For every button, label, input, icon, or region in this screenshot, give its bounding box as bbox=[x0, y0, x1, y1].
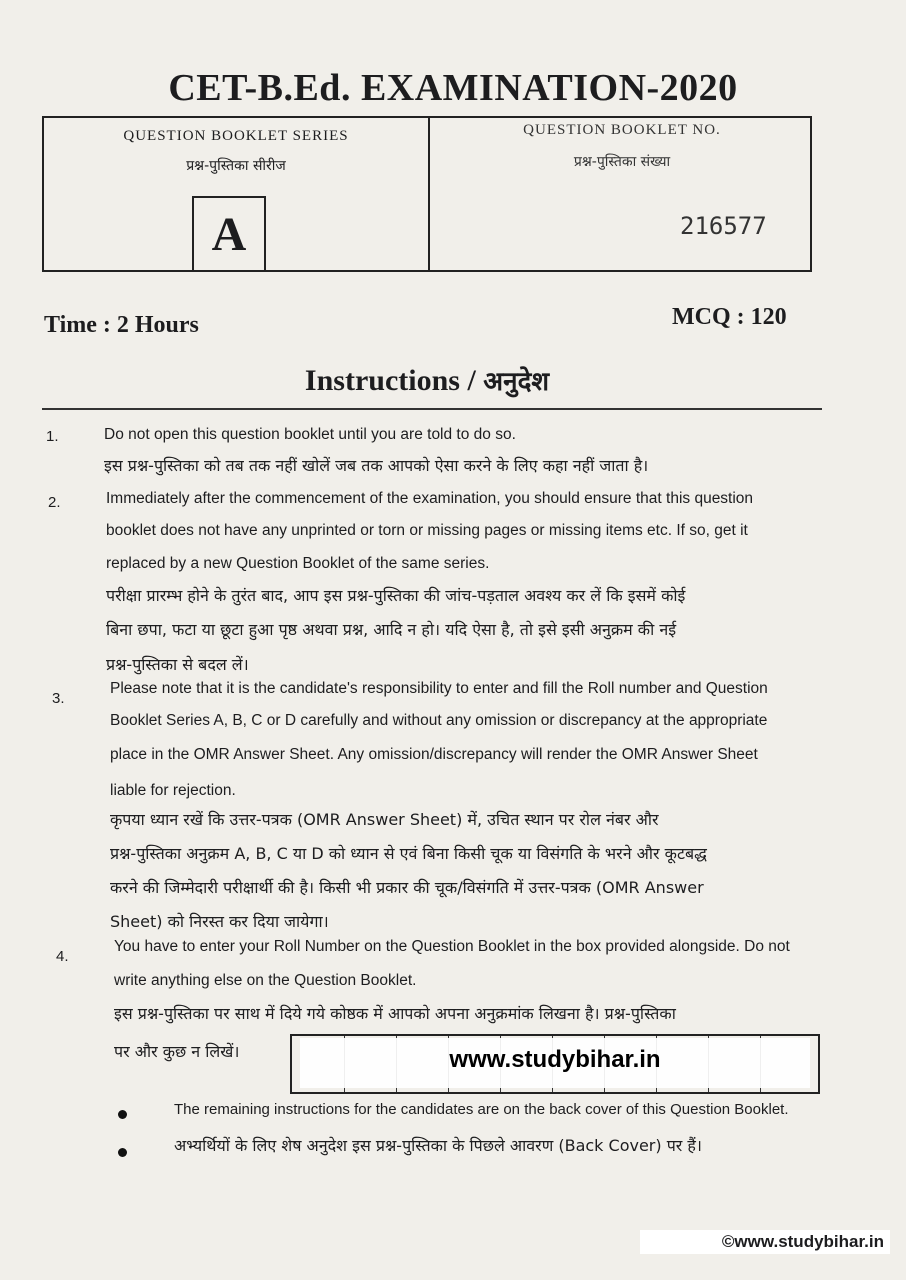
instruction-3-hi-line: Sheet) को निरस्त कर दिया जायेगा। bbox=[110, 912, 329, 931]
watermark-text: www.studybihar.in bbox=[449, 1046, 661, 1073]
bullet-icon bbox=[118, 1110, 127, 1119]
instruction-4-en-line: You have to enter your Roll Number on the Question Booklet in the box provided alongside. Do not bbox=[114, 938, 790, 955]
instruction-3-hi-line: कृपया ध्यान रखें कि उत्तर-पत्रक (OMR Answer Sheet) में, उचित स्थान पर रोल नंबर और bbox=[110, 810, 659, 829]
series-value: A bbox=[192, 196, 266, 270]
instruction-4-en-line: write anything else on the Question Booklet. bbox=[114, 972, 417, 989]
instructions-heading-hi: अनुदेश bbox=[483, 367, 550, 397]
instruction-2-en-line: booklet does not have any unprinted or torn or missing pages or missing items etc. If so, get it bbox=[106, 522, 748, 539]
mcq-count: MCQ : 120 bbox=[672, 304, 787, 330]
instruction-3-en-line: liable for rejection. bbox=[110, 782, 236, 799]
remaining-instructions-en: The remaining instructions for the candidates are on the back cover of this Question Booklet. bbox=[174, 1101, 789, 1118]
bullet-icon bbox=[118, 1148, 127, 1157]
booklet-number-label-en: QUESTION BOOKLET NO. bbox=[523, 122, 721, 138]
booklet-header-box bbox=[42, 116, 812, 272]
booklet-number-value: 216577 bbox=[680, 212, 767, 240]
booklet-number-label-hi: प्रश्न-पुस्तिका संख्या bbox=[573, 154, 671, 170]
instruction-2-hi-line: बिना छपा, फटा या छूटा हुआ पृष्ठ अथवा प्रश्न, आदि न हो। यदि ऐसा है, तो इसे इसी अनुक्रम की नई bbox=[106, 620, 677, 639]
heading-rule bbox=[42, 408, 822, 410]
instruction-number: 3. bbox=[52, 690, 65, 707]
instruction-2-en-line: replaced by a new Question Booklet of the same series. bbox=[106, 555, 490, 572]
instruction-number: 1. bbox=[46, 428, 59, 445]
instructions-heading-en: Instructions / bbox=[304, 364, 476, 397]
instruction-3-hi-line: प्रश्न-पुस्तिका अनुक्रम A, B, C या D को ध्यान से एवं बिना किसी चूक या विसंगति के भरने और कूटबद्ध bbox=[110, 844, 707, 863]
exam-title: CET-B.Ed. EXAMINATION-2020 bbox=[168, 67, 738, 109]
instruction-1-hi-line: इस प्रश्न-पुस्तिका को तब तक नहीं खोलें जब तक आपको ऐसा करने के लिए कहा नहीं जाता है। bbox=[104, 456, 649, 475]
instruction-3-en-line: Booklet Series A, B, C or D carefully and without any omission or discrepancy at the appropriate bbox=[110, 712, 768, 729]
instruction-2-en-line: Immediately after the commencement of the examination, you should ensure that this question bbox=[106, 490, 754, 507]
instruction-number: 2. bbox=[48, 494, 61, 511]
instruction-4-hi-line: पर और कुछ न लिखें। bbox=[114, 1042, 240, 1061]
instruction-4-hi-line: इस प्रश्न-पुस्तिका पर साथ में दिये गये कोष्ठक में आपको अपना अनुक्रमांक लिखना है। प्रश्न-पुस्तिका bbox=[114, 1004, 676, 1023]
instruction-3-en-line: Please note that it is the candidate's responsibility to enter and fill the Roll number and Question bbox=[110, 680, 768, 697]
instruction-2-hi-line: परीक्षा प्रारम्भ होने के तुरंत बाद, आप इस प्रश्न-पुस्तिका की जांच-पड़ताल अवश्य कर लें कि इसमें कोई bbox=[106, 586, 686, 605]
series-label-hi: प्रश्न-पुस्तिका सीरीज bbox=[186, 158, 286, 174]
series-label-en: QUESTION BOOKLET SERIES bbox=[123, 128, 349, 144]
instruction-1-en-line: Do not open this question booklet until you are told to do so. bbox=[104, 426, 516, 443]
instruction-2-hi-line: प्रश्न-पुस्तिका से बदल लें। bbox=[106, 655, 249, 674]
instructions-heading bbox=[0, 362, 854, 398]
header-divider bbox=[428, 118, 430, 270]
instruction-3-en-line: place in the OMR Answer Sheet. Any omission/discrepancy will render the OMR Answer Sheet bbox=[110, 746, 758, 763]
copyright-watermark: ©www.studybihar.in bbox=[640, 1230, 890, 1254]
exam-time: Time : 2 Hours bbox=[44, 312, 199, 338]
remaining-instructions-hi: अभ्यर्थियों के लिए शेष अनुदेश इस प्रश्न-पुस्तिका के पिछले आवरण (Back Cover) पर हैं। bbox=[174, 1136, 702, 1155]
instruction-number: 4. bbox=[56, 948, 69, 965]
instruction-3-hi-line: करने की जिम्मेदारी परीक्षार्थी की है। किसी भी प्रकार की चूक/विसंगति में उत्तर-पत्रक (OMR Answer bbox=[110, 878, 704, 897]
